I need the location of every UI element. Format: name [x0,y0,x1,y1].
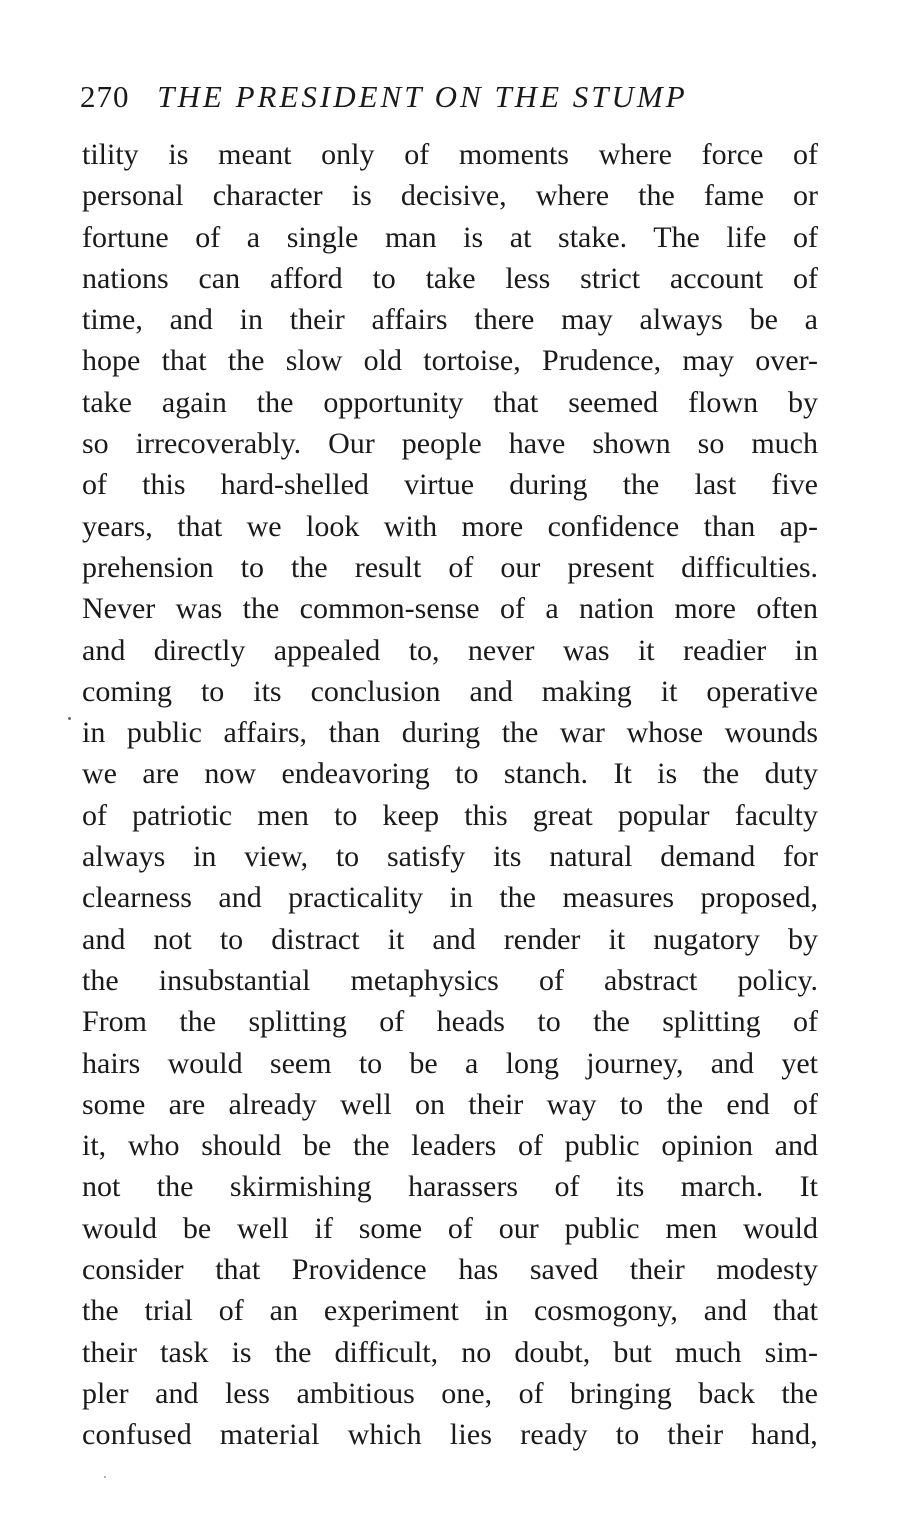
text-line: of this hard-shelled virtue during the last five [82,468,818,502]
text-line: hope that the slow old tortoise, Prudence, may over- [82,344,818,378]
text-line: confused material which lies ready to their hand, [82,1418,818,1452]
running-head [80,72,820,122]
text-line: consider that Providence has saved their modesty [82,1253,818,1287]
text-line: we are now endeavoring to stanch. It is the duty [82,757,818,791]
text-line: it, who should be the leaders of public opinion and [82,1129,818,1163]
text-line: not the skirmishing harassers of its march. It [82,1170,818,1204]
text-line: pler and less ambitious one, of bringing back the [82,1376,818,1410]
running-title: THE PRESIDENT ON THE STUMP [157,79,688,114]
text-line: some are already well on their way to the end of [82,1087,818,1121]
text-line: From the splitting of heads to the splitting of [82,1005,818,1039]
text-line: personal character is decisive, where the fame or [82,179,818,213]
text-line: tility is meant only of moments where force of [82,138,818,171]
text-line: Never was the common-sense of a nation more often [82,592,818,626]
ink-speck [68,717,71,720]
body-text [82,134,818,1456]
text-line: fortune of a single man is at stake. The life of [82,220,818,254]
text-line: hairs would seem to be a long journey, and yet [82,1046,818,1080]
text-line: their task is the difficult, no doubt, but much sim- [82,1335,818,1369]
text-line: and directly appealed to, never was it readier in [82,633,818,667]
text-line: the insubstantial metaphysics of abstract policy. [82,963,818,997]
page-number: 270 [80,79,130,114]
text-line: take again the opportunity that seemed flown by [82,385,818,419]
text-line: years, that we look with more confidence than ap- [82,509,818,543]
text-line: prehension to the result of our present difficulties. [82,550,818,584]
text-line: in public affairs, than during the war whose wounds [82,716,818,750]
text-line: and not to distract it and render it nugatory by [82,922,818,956]
text-line: clearness and practicality in the measures proposed, [82,881,818,915]
text-line: nations can afford to take less strict account of [82,261,818,295]
text-line: of patriotic men to keep this great popular faculty [82,798,818,832]
text-line: always in view, to satisfy its natural demand for [82,840,818,874]
text-line: so irrecoverably. Our people have shown so much [82,427,818,461]
text-line: the trial of an experiment in cosmogony, and that [82,1294,818,1328]
text-line: time, and in their affairs there may always be a [82,303,818,337]
ink-speck [104,1476,106,1478]
text-line: would be well if some of our public men would [82,1211,818,1245]
text-line: coming to its conclusion and making it operative [82,674,818,708]
